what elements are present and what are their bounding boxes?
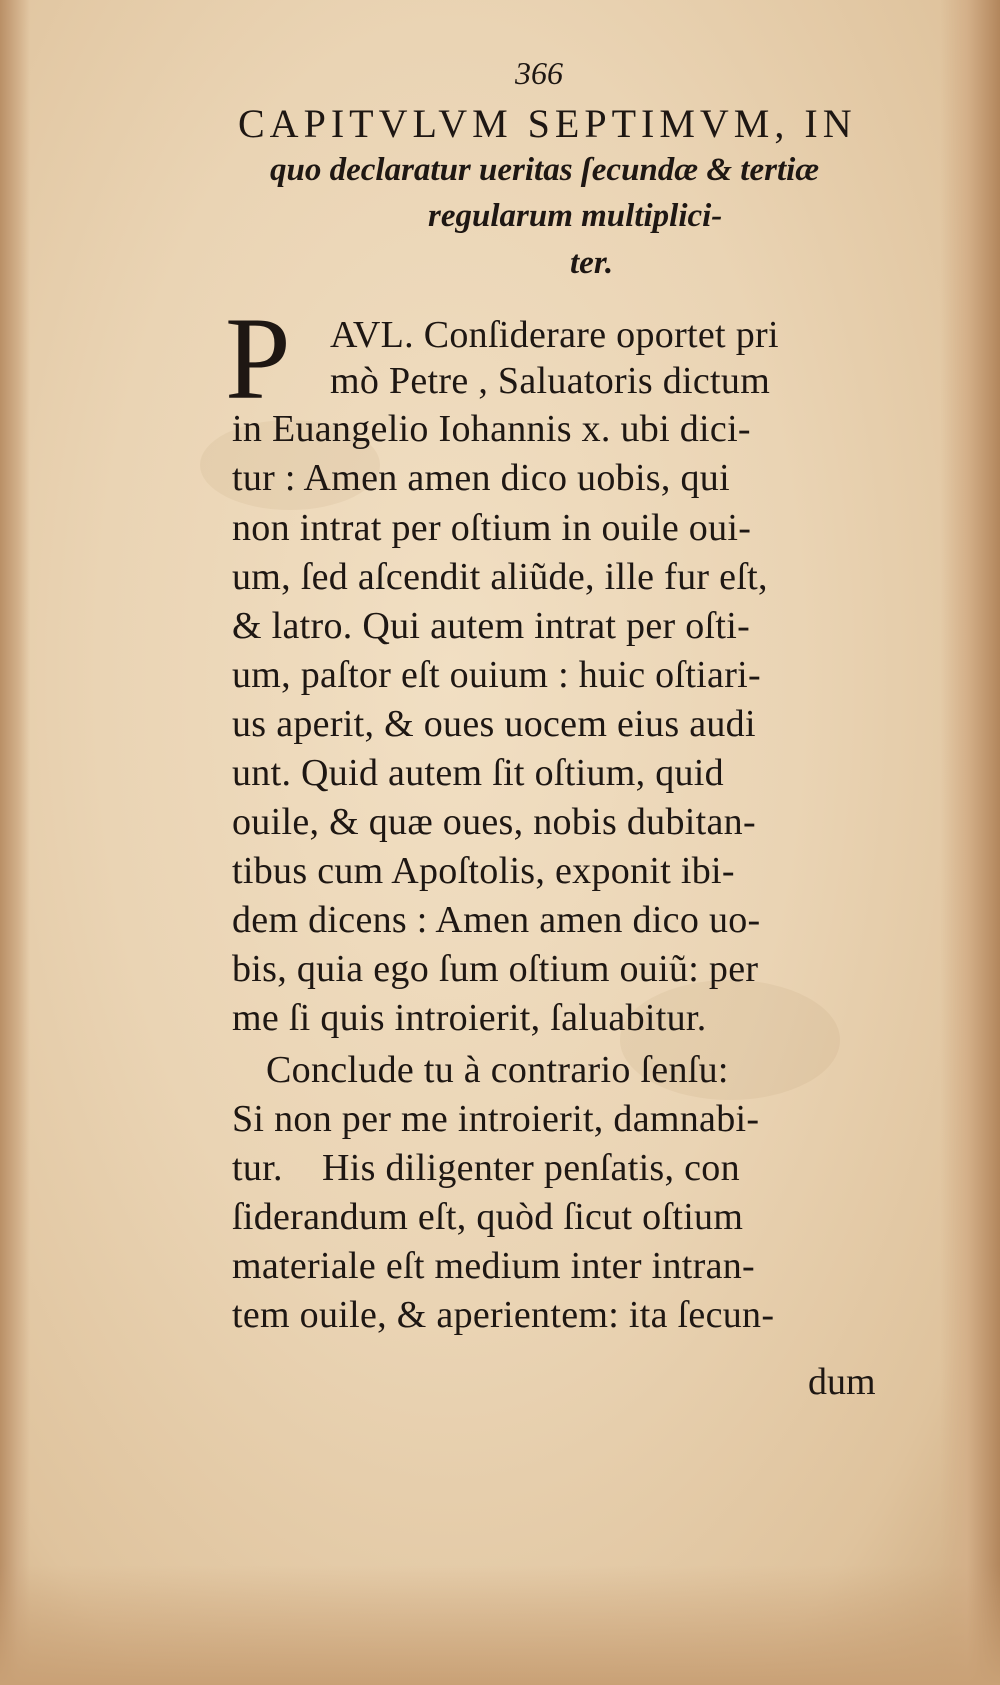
text-line: materiale eſt medium inter intran- — [232, 1245, 755, 1287]
initial-letter: P — [225, 293, 291, 424]
text-line: me ſi quis introierit, ſaluabitur. — [232, 997, 707, 1039]
chapter-title: CAPITVLVM SEPTIMVM, IN — [238, 101, 857, 146]
text-line: mò Petre , Saluatoris dictum — [330, 360, 771, 402]
subtitle-line: ter. — [570, 245, 614, 281]
text-line: um, paſtor eſt ouium : huic oſtiari- — [232, 654, 761, 696]
text-line: ouile, & quæ oues, nobis dubitan- — [232, 801, 756, 843]
text-line: in Euangelio Iohannis x. ubi dici- — [232, 408, 751, 450]
text-line: non intrat per oſtium in ouile oui- — [232, 507, 752, 549]
text-line: AVL. Conſiderare oportet pri — [330, 314, 779, 356]
text-line: dem dicens : Amen amen dico uo- — [232, 899, 761, 941]
text-line: tur. His diligenter penſatis, con — [232, 1147, 740, 1189]
text-line: tur : Amen amen dico uobis, qui — [232, 457, 730, 499]
text-line: um, ſed aſcendit aliũde, ille fur eſt, — [232, 556, 768, 598]
text-line: Conclude tu à contrario ſenſu: — [266, 1049, 729, 1091]
subtitle-line: quo declaratur ueritas ſecundæ & tertiæ — [270, 152, 820, 188]
text-line: unt. Quid autem ſit oſtium, quid — [232, 752, 724, 794]
page-edge-left — [0, 0, 30, 1685]
text-line: us aperit, & oues uocem eius audi — [232, 703, 756, 745]
catchword: dum — [808, 1361, 876, 1403]
page-number: 366 — [515, 55, 563, 91]
text-line: & latro. Qui autem intrat per oſti- — [232, 605, 751, 647]
page-edge-bottom — [0, 1565, 1000, 1685]
page-edge-right — [940, 0, 1000, 1685]
text-line: ſiderandum eſt, quòd ſicut oſtium — [232, 1196, 744, 1238]
subtitle-line: regularum multiplici- — [428, 198, 723, 234]
text-line: bis, quia ego ſum oſtium ouiũ: per — [232, 948, 759, 990]
text-line: Si non per me introierit, damnabi- — [232, 1098, 760, 1140]
text-line: tibus cum Apoſtolis, exponit ibi- — [232, 850, 735, 892]
text-line: tem ouile, & aperientem: ita ſecun- — [232, 1294, 775, 1336]
